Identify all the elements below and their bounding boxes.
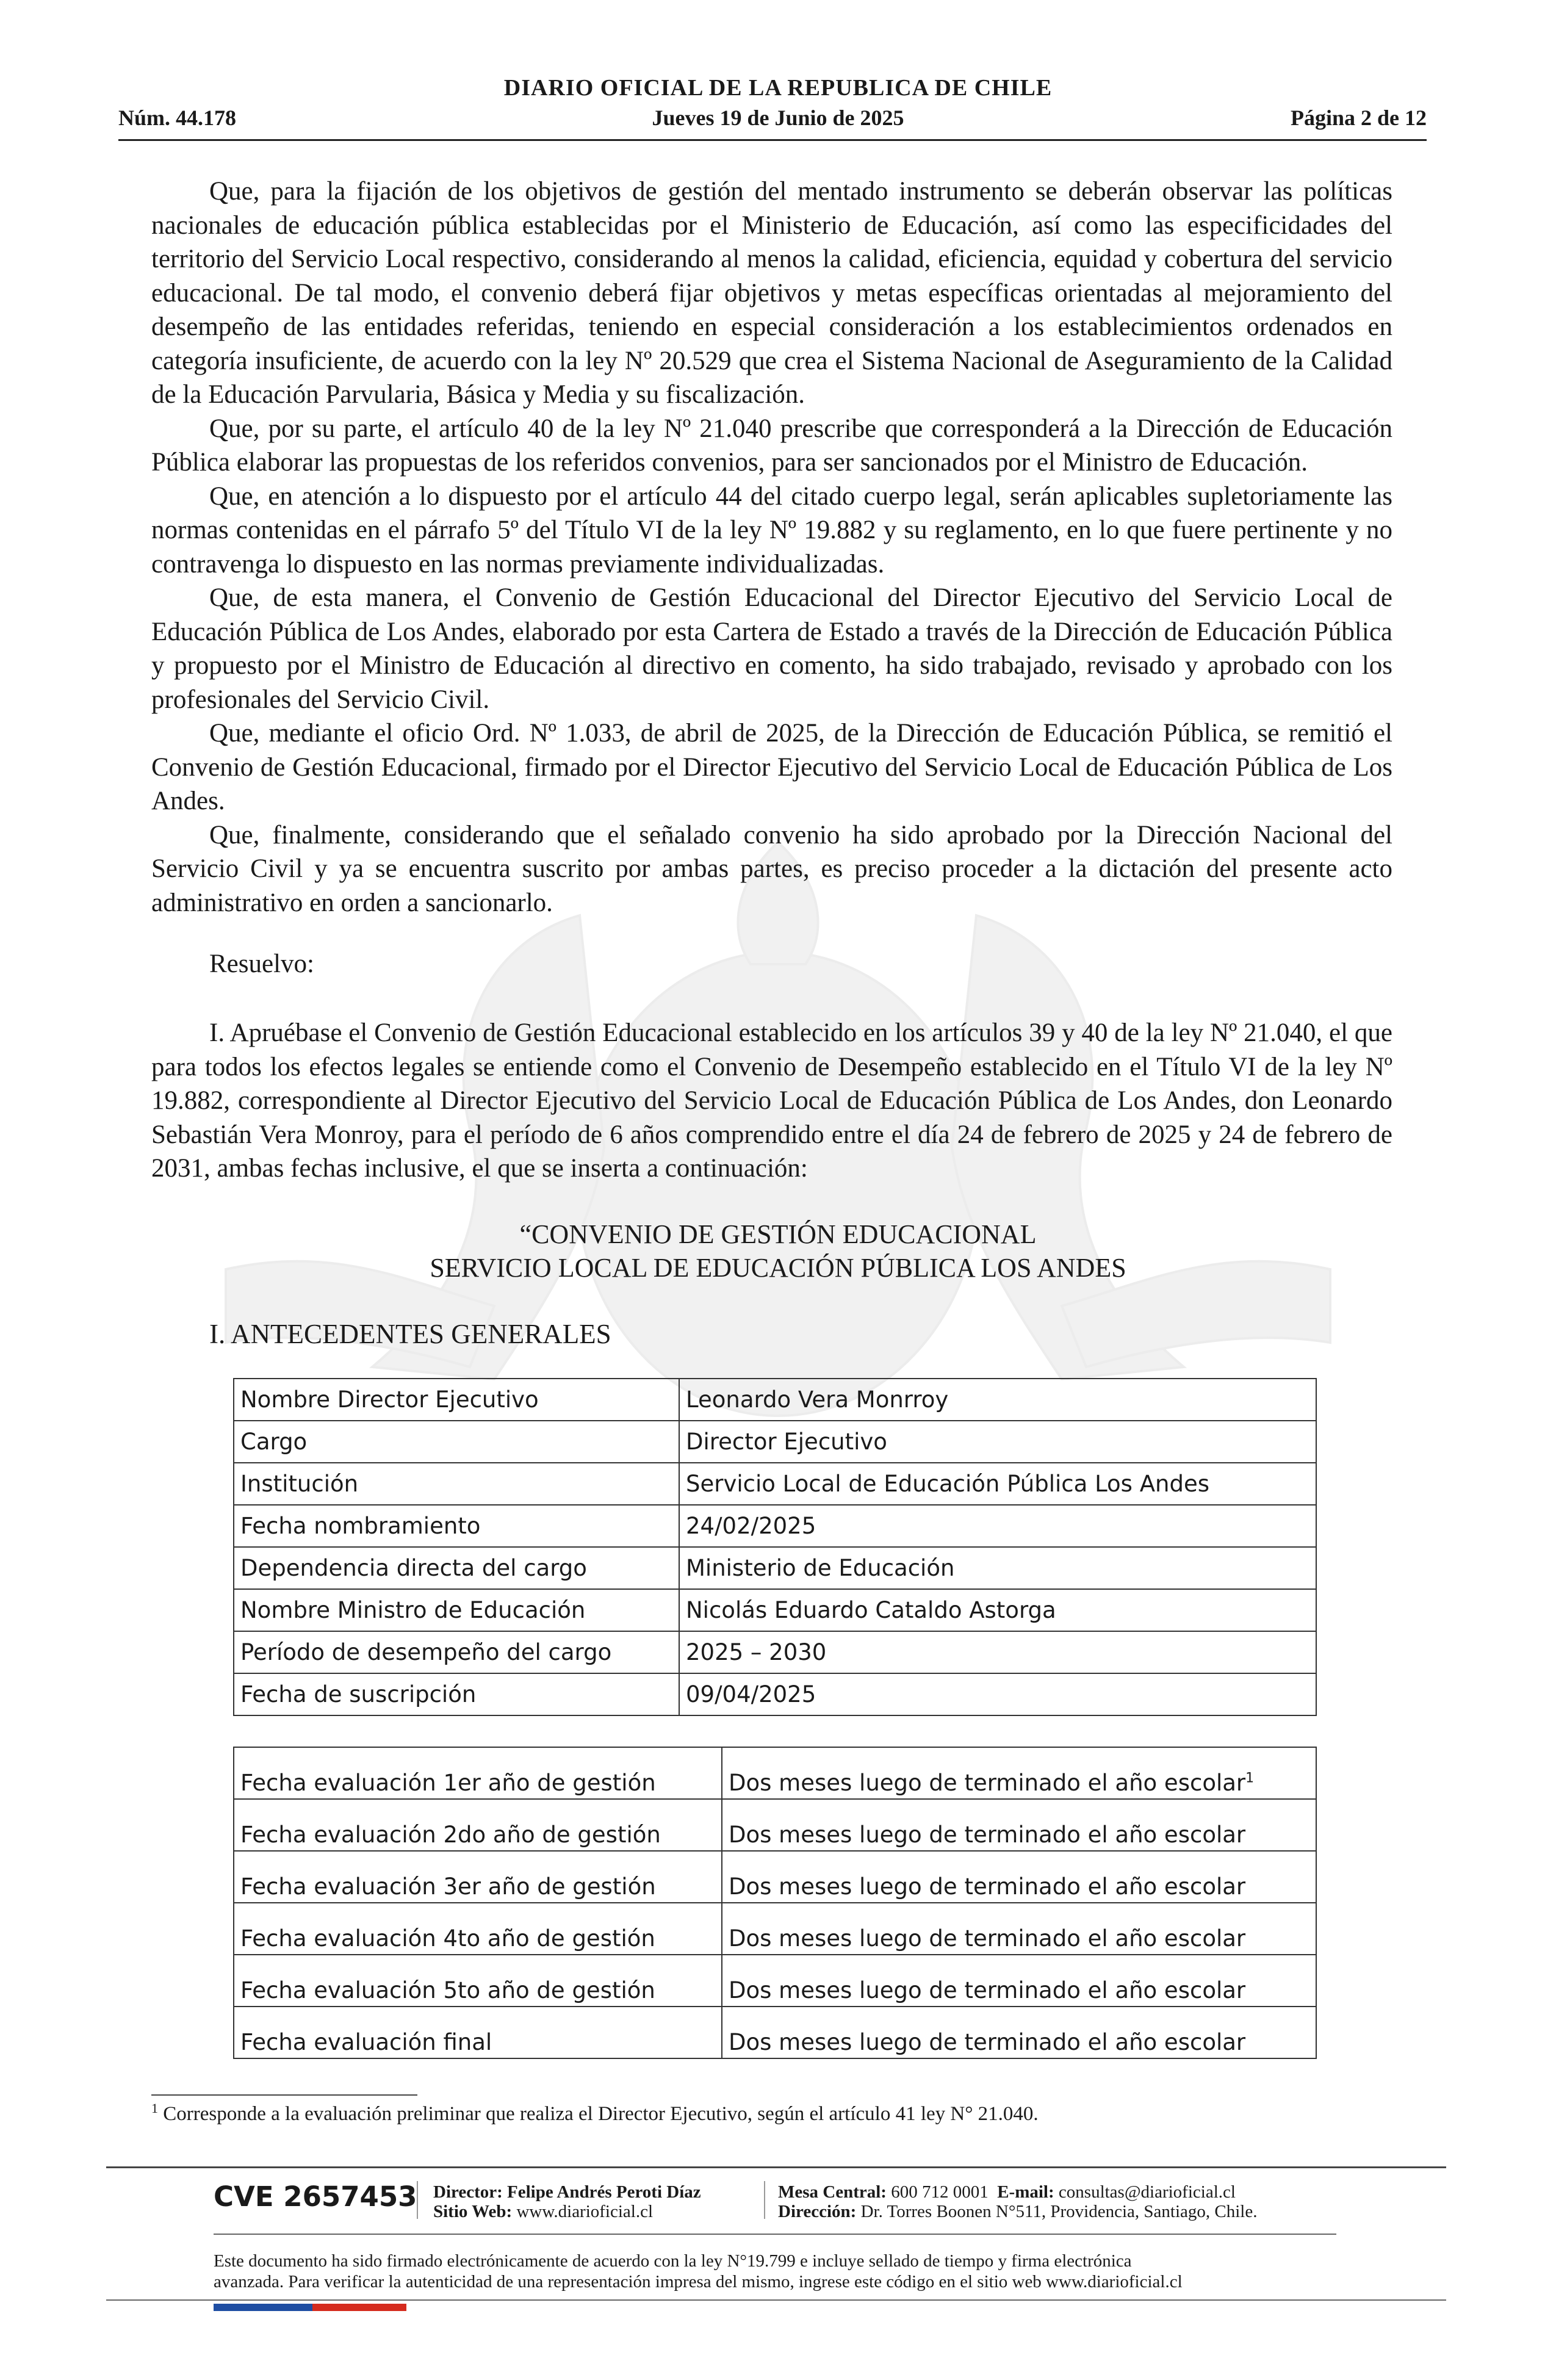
flag-stripe-blue xyxy=(214,2304,312,2311)
footer-director-block xyxy=(433,2182,701,2221)
paragraph: Que, finalmente, considerando que el señalado convenio ha sido aprobado por la Dirección Nacional del Servicio Civil y ya se encuentra suscrito por ambas partes, es preciso proceder a la dictación del presente acto administrativo en orden a sancionarlo. xyxy=(151,820,1392,917)
header-rule xyxy=(118,139,1427,141)
footer-rule xyxy=(106,2166,1446,2168)
table-row xyxy=(234,1379,1316,1421)
evaluation-dates-table xyxy=(233,1747,1317,2059)
body-text xyxy=(151,175,1392,920)
paragraph: Que, en atención a lo dispuesto por el artículo 44 del citado cuerpo legal, serán aplicables supletoriamente las normas contenidas en el párrafo 5º del Título VI de la ley Nº 19.882 y su reglamento, en lo que fuere pertinente y no contravenga lo dispuesto en las normas previamente individualizadas. xyxy=(151,481,1392,579)
table-cell-label: Fecha evaluación 5to año de gestión xyxy=(234,1955,722,2007)
table-row xyxy=(234,1589,1316,1631)
paragraph: Que, por su parte, el artículo 40 de la ley Nº 21.040 prescribe que corresponderá a la Dirección de Educación Pública elaborar las propuestas de los referidos convenios, para ser sancionados por el Ministro de Educación. xyxy=(151,414,1392,477)
table-cell-label: Nombre Director Ejecutivo xyxy=(234,1379,679,1421)
table-cell-value: Director Ejecutivo xyxy=(679,1421,1316,1463)
footer-rule xyxy=(214,2234,1336,2235)
table-cell-value: Dos meses luego de terminado el año escolar xyxy=(722,1799,1316,1851)
convenio-title xyxy=(0,1217,1556,1285)
paragraph: Que, de esta manera, el Convenio de Gestión Educacional del Director Ejecutivo del Servicio Local de Educación Pública de Los Andes, elaborado por esta Cartera de Estado a través de la Dirección de Educación Pública y propuesto por el Ministro de Educación al directivo en comento, ha sido trabajado, revisado y aprobado con los profesionales del Servicio Civil. xyxy=(151,583,1392,714)
table-row xyxy=(234,1463,1316,1505)
paragraph: Que, mediante el oficio Ord. Nº 1.033, de abril de 2025, de la Dirección de Educación Pública, se remitió el Convenio de Gestión Educacional, firmado por el Director Ejecutivo del Servicio Local de Educación Pública de Los Andes. xyxy=(151,719,1392,815)
footer-legal-notice xyxy=(214,2251,1349,2292)
table-cell-label: Fecha de suscripción xyxy=(234,1673,679,1715)
table-row xyxy=(234,1799,1316,1851)
phone-number: 600 712 0001 xyxy=(891,2182,989,2202)
convenio-title-line: SERVICIO LOCAL DE EDUCACIÓN PÚBLICA LOS ANDES xyxy=(430,1253,1126,1283)
phone-label: Mesa Central: xyxy=(778,2182,887,2202)
legal-line: Este documento ha sido firmado electrónicamente de acuerdo con la ley N°19.799 e incluye sellado de tiempo y firma electrónica xyxy=(214,2251,1132,2271)
table-cell-value: 2025 – 2030 xyxy=(679,1631,1316,1673)
table-cell-label: Nombre Ministro de Educación xyxy=(234,1589,679,1631)
table-cell-value xyxy=(722,1747,1316,1799)
footer-divider xyxy=(417,2181,418,2219)
table-cell-value: Ministerio de Educación xyxy=(679,1547,1316,1589)
issue-number: Núm. 44.178 xyxy=(118,106,237,130)
table-row xyxy=(234,1955,1316,2007)
table-cell-value: Servicio Local de Educación Pública Los Andes xyxy=(679,1463,1316,1505)
newspaper-title: DIARIO OFICIAL DE LA REPUBLICA DE CHILE xyxy=(503,75,1053,101)
flag-stripe-red xyxy=(312,2304,406,2311)
table-row xyxy=(234,1673,1316,1715)
footnote xyxy=(151,2101,1039,2126)
footnote-marker: 1 xyxy=(1245,1770,1255,1786)
table-cell-value: Dos meses luego de terminado el año escolar xyxy=(722,1851,1316,1903)
footer-contact-block xyxy=(778,2182,1257,2221)
general-info-table xyxy=(233,1378,1317,1716)
table-row xyxy=(234,2007,1316,2058)
table-row xyxy=(234,1421,1316,1463)
table-row xyxy=(234,1747,1316,1799)
convenio-title-line: “CONVENIO DE GESTIÓN EDUCACIONAL xyxy=(519,1219,1037,1249)
resolution-text xyxy=(151,1016,1392,1186)
table-row xyxy=(234,1851,1316,1903)
table-cell-label: Fecha evaluación 4to año de gestión xyxy=(234,1903,722,1955)
footnote-rule xyxy=(151,2094,417,2096)
table-cell-value: Dos meses luego de terminado el año escolar xyxy=(722,1903,1316,1955)
table-cell-label: Fecha evaluación 3er año de gestión xyxy=(234,1851,722,1903)
table-cell-label: Fecha evaluación 2do año de gestión xyxy=(234,1799,722,1851)
issue-date: Jueves 19 de Junio de 2025 xyxy=(652,106,904,130)
director-label: Director: xyxy=(433,2182,503,2202)
table-cell-value: 24/02/2025 xyxy=(679,1505,1316,1547)
resuelvo-heading: Resuelvo: xyxy=(209,950,314,978)
table-cell-label: Fecha nombramiento xyxy=(234,1505,679,1547)
cve-code: CVE 2657453 xyxy=(214,2180,417,2213)
footnote-number: 1 xyxy=(151,2101,158,2116)
footer-rule xyxy=(106,2299,1446,2301)
table-cell-label: Fecha evaluación 1er año de gestión xyxy=(234,1747,722,1799)
email-label: E-mail: xyxy=(997,2182,1054,2202)
footer-divider xyxy=(764,2181,765,2219)
address-text: Dr. Torres Boonen N°511, Providencia, Santiago, Chile. xyxy=(860,2202,1258,2221)
table-cell-value: Dos meses luego de terminado el año escolar xyxy=(722,2007,1316,2058)
table-cell-label: Fecha evaluación final xyxy=(234,2007,722,2058)
table-row xyxy=(234,1631,1316,1673)
table-cell-value: Dos meses luego de terminado el año escolar xyxy=(722,1955,1316,2007)
page-number: Página 2 de 12 xyxy=(1290,106,1427,130)
email-link[interactable]: consultas@diarioficial.cl xyxy=(1058,2182,1236,2202)
section-heading: I. ANTECEDENTES GENERALES xyxy=(209,1319,611,1349)
table-row xyxy=(234,1547,1316,1589)
table-cell-value: 09/04/2025 xyxy=(679,1673,1316,1715)
table-row xyxy=(234,1903,1316,1955)
cell-text: Dos meses luego de terminado el año escolar xyxy=(729,1770,1246,1796)
table-cell-label: Período de desempeño del cargo xyxy=(234,1631,679,1673)
footnote-text: Corresponde a la evaluación preliminar que realiza el Director Ejecutivo, según el artículo 41 ley N° 21.040. xyxy=(163,2103,1039,2125)
website-link[interactable]: www.diarioficial.cl xyxy=(516,2202,654,2221)
paragraph: I. Apruébase el Convenio de Gestión Educacional establecido en los artículos 39 y 40 de la ley Nº 21.040, el que para todos los efectos legales se entiende como el Convenio de Desempeño establecido en el Título VI de la ley Nº 19.882, correspondiente al Director Ejecutivo del Servicio Local de Educación Pública de Los Andes, don Leonardo Sebastián Vera Monroy, para el período de 6 años comprendido entre el día 24 de febrero de 2025 y 24 de febrero de 2031, ambas fechas inclusive, el que se inserta a continuación: xyxy=(151,1019,1392,1183)
table-cell-label: Cargo xyxy=(234,1421,679,1463)
legal-line: avanzada. Para verificar la autenticidad de una representación impresa del mismo, ingrese este código en el sitio web www.diarioficial.cl xyxy=(214,2272,1183,2292)
table-cell-label: Dependencia directa del cargo xyxy=(234,1547,679,1589)
director-name: Felipe Andrés Peroti Díaz xyxy=(507,2182,701,2202)
address-label: Dirección: xyxy=(778,2202,857,2221)
table-row xyxy=(234,1505,1316,1547)
table-cell-value: Leonardo Vera Monrroy xyxy=(679,1379,1316,1421)
website-label: Sitio Web: xyxy=(433,2202,513,2221)
table-cell-label: Institución xyxy=(234,1463,679,1505)
table-cell-value: Nicolás Eduardo Cataldo Astorga xyxy=(679,1589,1316,1631)
paragraph: Que, para la fijación de los objetivos de gestión del mentado instrumento se deberán observar las políticas nacionales de educación pública establecidas por el Ministerio de Educación, así como las especificidades del territorio del Servicio Local respectivo, considerando al menos la calidad, eficiencia, equidad y cobertura del servicio educacional. De tal modo, el convenio deberá fijar objetivos y metas específicas orientadas al mejoramiento del desempeño de las entidades referidas, teniendo en especial consideración a los establecimientos ordenados en categoría insuficiente, de acuerdo con la ley Nº 20.529 que crea el Sistema Nacional de Aseguramiento de la Calidad de la Educación Parvularia, Básica y Media y su fiscalización. xyxy=(151,177,1392,409)
